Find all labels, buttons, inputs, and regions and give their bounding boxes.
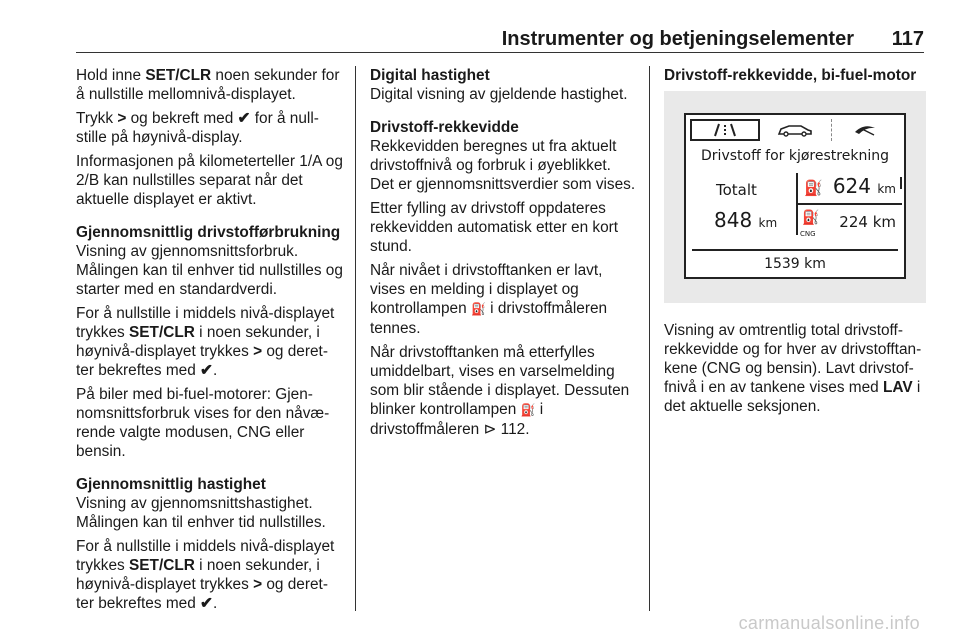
heading-bifuel-range: Drivstoff-rekkevidde, bi-fuel-motor <box>664 67 917 84</box>
consumption-desc: Visning av gjennomsnittsforbruk. Målingen kan til enhver tid nullstilles og starter med en standardverdi. <box>76 243 343 298</box>
low-level-note: Når nivået i drivstofftanken er lavt, vises en melding i displayet og kontrollampen ⛽ i drivstoffmåleren tennes. <box>370 262 608 337</box>
range-update: Etter fylling av drivstoff oppdateres rekkevidden automatisk etter en kort stund. <box>370 200 619 255</box>
info-display <box>684 113 906 279</box>
road-icon <box>690 119 760 141</box>
display-divider-horizontal <box>796 203 902 205</box>
level-tick <box>900 177 902 189</box>
dashboard-illustration <box>664 91 926 303</box>
chapter-title: Instrumenter og betjeningselementer <box>501 28 854 50</box>
cng-range: 224 km <box>839 213 896 231</box>
refill-note: Når drivstofftanken må etterfylles umiddelbart, vises en varselmelding som blir stående i displayet. Dessuten blinker kontrollampen ⛽ i drivstoffmåleren ⊳ 112. <box>370 344 630 438</box>
cng-label: CNG <box>800 230 816 238</box>
total-label: Totalt <box>716 181 757 199</box>
page-number: 117 <box>891 28 924 50</box>
figure-caption: Visning av omtrentlig total drivstoff-rekkevidde og for hver av drivstofftan-kene (CNG og bensin). Lavt drivstof-fnivå i en av tankene vises med LAV i det aktuelle seksjonen. <box>664 322 922 415</box>
checkmark-icon: ✔ <box>237 110 251 127</box>
heading-digital-speed: Digital hastighet <box>370 67 490 84</box>
checkmark-icon: ✔ <box>200 595 213 612</box>
column-2 <box>370 66 638 444</box>
speed-reset: For å nullstille i middels nivå-displayet trykkes SET/CLR i noen sekunder, i høynivå-displayet trykkes > og deret-ter bekreftes med ✔. <box>76 538 335 612</box>
checkmark-icon: ✔ <box>200 362 213 379</box>
fuel-pump-icon: ⛽ <box>804 179 823 197</box>
display-tabs <box>690 119 900 141</box>
column-divider <box>355 66 356 611</box>
petrol-range: 624 km <box>832 174 896 198</box>
fuel-lamp-icon: ⛽ <box>470 302 486 316</box>
car-icon <box>762 119 828 141</box>
fuel-lamp-icon: ⛽ <box>520 403 536 417</box>
paragraph-press: Trykk > og bekreft med ✔ for å null-stille på høynivå-display. <box>76 110 319 146</box>
column-divider <box>649 66 650 611</box>
paragraph-odometer: Informasjonen på kilometerteller 1/A og 2/B kan nullstilles separat når det aktuelle displayet er aktivt. <box>76 153 343 208</box>
range-desc: Rekkevidden beregnes ut fra aktuelt drivstoffnivå og forbruk i øyeblikket. Det er gjennomsnittsverdier som vises. <box>370 138 636 193</box>
combined-range: 848 km <box>714 208 778 232</box>
total-range: 1539 km <box>764 256 826 272</box>
chevron-right-icon: > <box>117 110 127 127</box>
header-rule <box>76 52 924 53</box>
chevron-right-icon: > <box>253 576 263 593</box>
heading-consumption: Gjennomsnittlig drivstofførbrukning <box>76 224 341 241</box>
column-3 <box>664 66 926 421</box>
consumption-reset: For å nullstille i middels nivå-displayet trykkes SET/CLR i noen sekunder, i høynivå-displayet trykkes > og deret-ter bekreftes med ✔. <box>76 305 335 379</box>
heading-speed: Gjennomsnittlig hastighet <box>76 476 266 493</box>
paragraph-hold: Hold inne SET/CLR noen sekunder for å nullstille mellomnivå-displayet. <box>76 67 340 103</box>
speed-desc: Visning av gjennomsnittshastighet. Målingen kan til enhver tid nullstilles. <box>76 495 326 531</box>
column-1 <box>76 66 344 618</box>
fuel-pump-icon: ⛽ <box>802 210 820 226</box>
chevron-right-icon: > <box>253 343 263 360</box>
watermark: carmanualsonline.info <box>738 613 920 633</box>
display-divider-bottom <box>692 249 898 251</box>
digital-speed-desc: Digital visning av gjeldende hastighet. <box>370 86 628 103</box>
heading-range: Drivstoff-rekkevidde <box>370 119 519 136</box>
bifuel-note: På biler med bi-fuel-motorer: Gjen-nomsnittsforbruk vises for den nåvæ-rende valgte modusen, CNG eller bensin. <box>76 386 330 460</box>
eco-icon <box>831 119 898 141</box>
page-reference-icon: ⊳ <box>483 421 497 438</box>
display-title: Drivstoff for kjørestrekning <box>701 148 889 164</box>
